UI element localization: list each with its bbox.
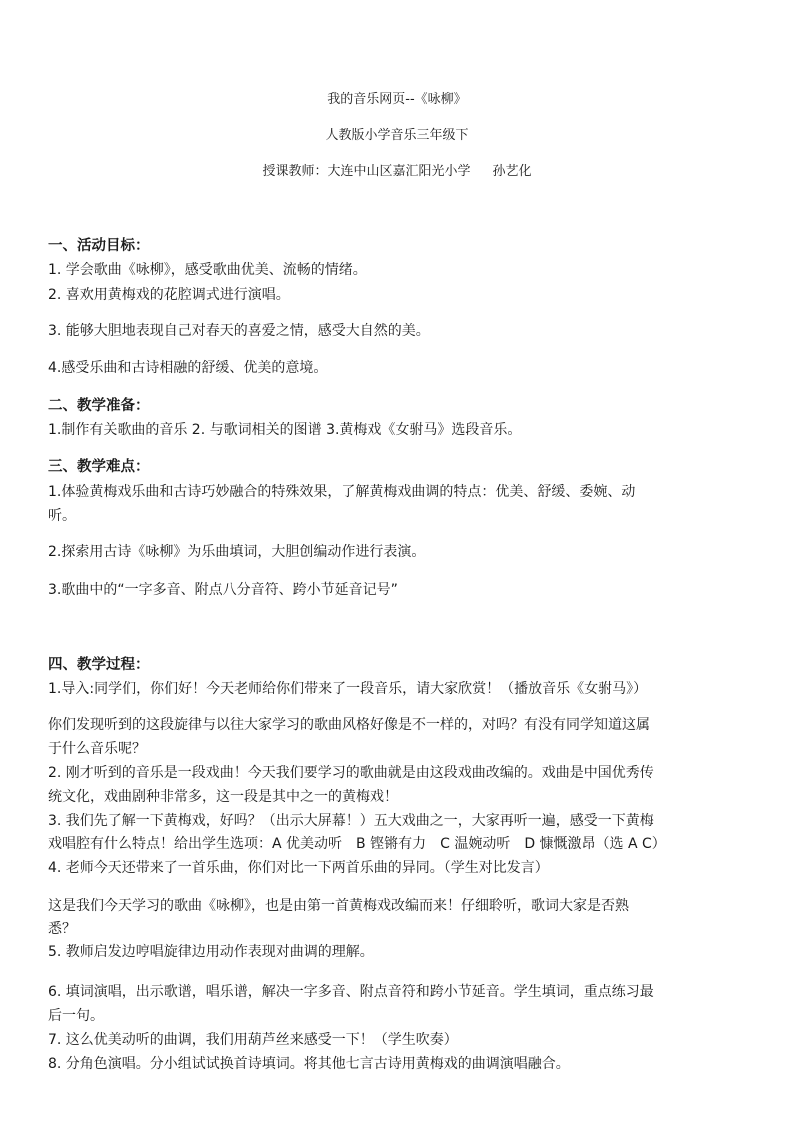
process-para-1: 1.导入:同学们，你们好！今天老师给你们带来了一段音乐，请大家欣赏！（播放音乐《女驸马》）: [48, 681, 648, 697]
difficulty-item-2: 2.探索用古诗《咏柳》为乐曲填词，大胆创编动作进行表演。: [48, 544, 426, 560]
option-c: C 温婉动听: [440, 836, 511, 852]
process-para-10: 8. 分角色演唱。分小组试试换首诗填词。将其他七言古诗用黄梅戏的曲调演唱融合。: [48, 1056, 570, 1072]
goal-item-1: 1. 学会歌曲《咏柳》，感受歌曲优美、流畅的情绪。: [48, 262, 367, 278]
goal-item-2: 2. 喜欢用黄梅戏的花腔调式进行演唱。: [48, 287, 290, 303]
process-para-8-line-1: 6. 填词演唱，出示歌谱，唱乐谱，解决一字多音、附点音符和跨小节延音。学生填词，重点练习最: [48, 984, 654, 1000]
process-para-3-line-1: 2. 刚才听到的音乐是一段戏曲！今天我们要学习的歌曲就是由这段戏曲改编的。戏曲是中国优秀传: [48, 765, 654, 781]
teacher-label: 授课教师：: [262, 164, 328, 179]
process-para-9: 7. 这么优美动听的曲调，我们用葫芦丝来感受一下！（学生吹奏）: [48, 1032, 458, 1048]
goals-heading: 一、活动目标：: [48, 238, 150, 254]
teacher-info: [0, 163, 794, 181]
process-para-7: 5. 教师启发边哼唱旋律边用动作表现对曲调的理解。: [48, 944, 374, 960]
difficulty-item-3: 3.歌曲中的“一字多音、附点八分音符、跨小节延音记号”: [48, 582, 398, 598]
preparation-text: 1.制作有关歌曲的音乐 2. 与歌词相关的图谱 3.黄梅戏《女驸马》选段音乐。: [48, 422, 522, 438]
option-d: D 慷慨激昂（选 A C）: [524, 836, 666, 852]
process-para-3-line-2: 统文化，戏曲剧种非常多，这一段是其中之一的黄梅戏！: [48, 789, 398, 805]
process-para-8-line-2: 后一句。: [48, 1008, 104, 1024]
difficulties-heading: 三、教学难点：: [48, 459, 150, 475]
process-para-6-line-1: 这是我们今天学习的歌曲《咏柳》，也是由第一首黄梅戏改编而来！仔细聆听，歌词大家是否熟: [48, 898, 629, 914]
process-heading: 四、教学过程：: [48, 657, 150, 673]
process-para-2-line-2: 于什么音乐呢？: [48, 741, 146, 757]
process-para-4-line-1: 3. 我们先了解一下黄梅戏，好吗？（出示大屏幕！）五大戏曲之一，大家再听一遍，感受一下黄梅: [48, 813, 654, 829]
difficulty-item-1-line-2: 听。: [48, 508, 76, 524]
process-para-4-line-2: [48, 832, 748, 856]
process-para-6-line-2: 悉？: [48, 921, 76, 937]
goal-item-4: 4.感受乐曲和古诗相融的舒缓、优美的意境。: [48, 360, 328, 376]
process-para-2-line-1: 你们发现听到的这段旋律与以往大家学习的歌曲风格好像是不一样的，对吗？有没有同学知道这属: [48, 717, 650, 733]
option-a: 戏唱腔有什么特点！给出学生选项：A 优美动听: [48, 836, 343, 852]
page-subtitle: 人教版小学音乐三年级下: [325, 128, 469, 143]
preparation-heading: 二、教学准备：: [48, 398, 150, 414]
page-title: 我的音乐网页--《咏柳》: [327, 92, 467, 107]
teacher-name: 孙艺化: [492, 164, 532, 179]
goal-item-3: 3. 能够大胆地表现自己对春天的喜爱之情，感受大自然的美。: [48, 323, 430, 339]
difficulty-item-1-line-1: 1.体验黄梅戏乐曲和古诗巧妙融合的特殊效果，了解黄梅戏曲调的特点：优美、舒缓、委婉、动: [48, 484, 636, 500]
process-para-5: 4. 老师今天还带来了一首乐曲，你们对比一下两首乐曲的异同。（学生对比发言）: [48, 860, 549, 876]
teacher-school: 大连中山区嘉汇阳光小学: [327, 164, 471, 179]
option-b: B 铿锵有力: [356, 836, 427, 852]
